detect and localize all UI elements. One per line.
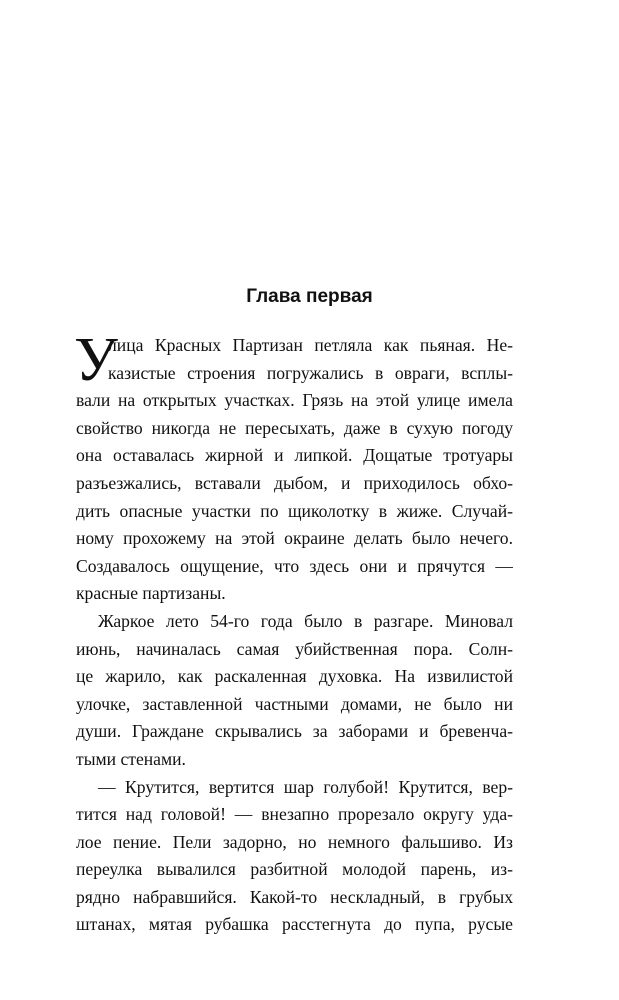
- text-line: казистые строения погружались в овраги, всплы-: [108, 362, 513, 383]
- text-line: она оставалась жирной и липкой. Дощатые тротуары: [76, 445, 513, 466]
- text-line: — Крутится, вертится шар голубой! Крутится, вер-: [98, 776, 513, 797]
- paragraph-2: [76, 608, 513, 774]
- drop-cap: У: [74, 326, 118, 394]
- text-line: лое пение. Пели задорно, но немного фальшиво. Из: [76, 831, 513, 852]
- text-line: переулка вывалился разбитной молодой парень, из-: [76, 859, 513, 880]
- text-line: лица Красных Партизан петляла как пьяная. Не-: [108, 335, 513, 355]
- text-line: штанах, мятая рубашка расстегнута до пупа, русые: [76, 914, 513, 935]
- text-line: красные партизаны.: [76, 583, 226, 604]
- text-line: улочке, заставленной частными домами, не было ни: [76, 693, 513, 714]
- text-line: тыми стенами.: [76, 748, 186, 769]
- chapter-title: Глава первая: [246, 286, 373, 307]
- text-line: Жаркое лето 54-го года было в разгаре. Миновал: [98, 610, 513, 631]
- text-line: души. Граждане скрывались за заборами и бревенча-: [76, 721, 513, 742]
- paragraph-1: [74, 326, 513, 608]
- text-line: рядно набравшийся. Какой-то нескладный, в грубых: [76, 886, 513, 907]
- chapter-text: [74, 326, 513, 939]
- text-line: вали на открытых участках. Грязь на этой улице имела: [76, 390, 513, 411]
- text-line: июнь, начиналась самая убийственная пора. Солн-: [76, 638, 513, 659]
- text-line: тится над головой! — внезапно прорезало округу уда-: [76, 804, 513, 825]
- text-line: це жарило, как раскаленная духовка. На извилистой: [76, 666, 513, 687]
- paragraph-3: [76, 774, 513, 940]
- text-line: дить опасные участки по щиколотку в жиже. Случай-: [76, 500, 513, 521]
- text-line: свойство никогда не пересыхать, даже в сухую погоду: [76, 417, 513, 438]
- text-line: ному прохожему на этой окраине делать было нечего.: [76, 528, 513, 549]
- text-line: разъезжались, вставали дыбом, и приходилось обхо-: [76, 472, 513, 493]
- text-line: Создавалось ощущение, что здесь они и прячутся —: [76, 555, 513, 576]
